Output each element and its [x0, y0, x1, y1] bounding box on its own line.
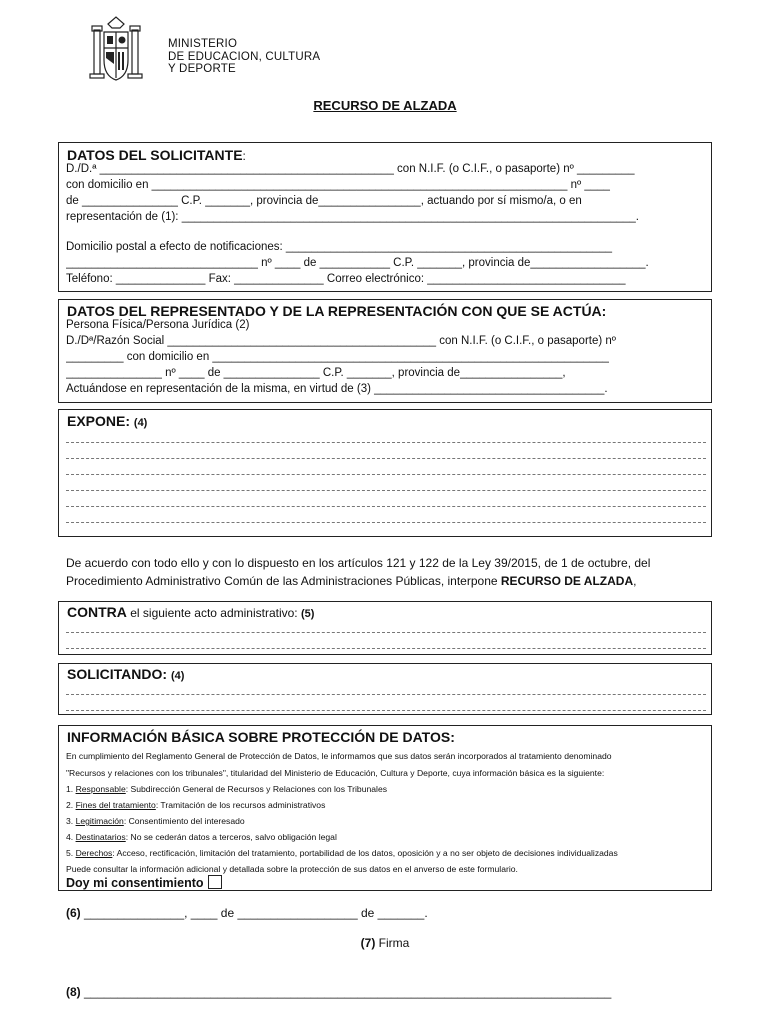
form-line[interactable]: D./Dª/Razón Social __________________________________________ con N.I.F. (o C.I.F., o pasaporte) nº	[66, 335, 616, 347]
info-item	[66, 832, 706, 842]
form-line[interactable]: con domicilio en _________________________________________________________________ nº ____	[66, 179, 610, 191]
form-line: Persona Física/Persona Jurídica (2)	[66, 319, 250, 331]
firma-text: Firma	[375, 936, 410, 950]
addressee-line	[66, 985, 710, 999]
date-line	[66, 906, 428, 920]
section-subtitle: el siguiente acto administrativo:	[126, 606, 301, 620]
info-item	[66, 784, 706, 794]
date-field[interactable]: _______________, ____ de __________________ de _______.	[80, 906, 428, 920]
document-title: RECURSO DE ALZADA	[313, 98, 457, 113]
info-item-label: Fines del tratamiento	[75, 800, 156, 810]
date-number: (6)	[66, 906, 81, 920]
consent-label: Doy mi consentimiento	[66, 876, 204, 890]
ministry-line: MINISTERIO	[168, 38, 238, 50]
writing-line[interactable]	[66, 694, 706, 695]
ministry-line: Y DEPORTE	[168, 63, 236, 75]
section-note: (4)	[170, 670, 185, 682]
writing-line[interactable]	[66, 710, 706, 711]
writing-line[interactable]	[66, 648, 706, 649]
section-title-text: CONTRA	[67, 604, 127, 620]
section-title-text: DATOS DEL SOLICITANTE	[67, 147, 243, 163]
writing-line[interactable]	[66, 522, 706, 523]
writing-line[interactable]	[66, 474, 706, 475]
form-line[interactable]: Domicilio postal a efecto de notificaciones: ___________________________________________________	[66, 241, 613, 253]
ministry-line: DE EDUCACION, CULTURA	[168, 50, 321, 63]
writing-line[interactable]	[66, 506, 706, 507]
info-item-text: : Subdirección General de Recursos y Relaciones con los Tribunales	[125, 784, 388, 794]
section-title-text: EXPONE:	[67, 413, 131, 429]
section-title	[67, 413, 147, 429]
paragraph-line	[66, 572, 714, 590]
contra-section	[58, 601, 712, 655]
info-item-label: Legitimación	[75, 816, 124, 826]
info-item-label: Responsable	[75, 784, 126, 794]
ministry-name	[168, 38, 320, 76]
coat-of-arms-icon	[80, 14, 152, 90]
form-line[interactable]: representación de (1): _______________________________________________________________________.	[66, 211, 639, 223]
writing-line[interactable]	[66, 490, 706, 491]
info-item-label: Derechos	[75, 848, 113, 858]
solicitando-section	[58, 663, 712, 715]
info-item-label: Destinatarios	[75, 832, 126, 842]
section-title: INFORMACIÓN BÁSICA SOBRE PROTECCIÓN DE DATOS:	[67, 729, 455, 745]
legal-paragraph	[66, 554, 714, 590]
info-item-number: 4.	[66, 832, 76, 842]
info-text: "Recursos y relaciones con los tribunales", titularidad del Ministerio de Educación, Cultura y Deporte, cuya información básica es la siguiente:	[66, 768, 605, 778]
paragraph-bold: RECURSO DE ALZADA	[500, 574, 634, 588]
addressee-number: (8)	[66, 985, 81, 999]
info-item	[66, 848, 706, 858]
consent-checkbox[interactable]	[208, 875, 222, 889]
proteccion-datos-section	[58, 725, 712, 891]
writing-line[interactable]	[66, 458, 706, 459]
section-note: (4)	[133, 417, 148, 429]
info-item-text: : No se cederán datos a terceros, salvo obligación legal	[125, 832, 337, 842]
section-title	[67, 147, 246, 163]
paragraph-text: ,	[633, 574, 637, 588]
info-item-number: 5.	[66, 848, 76, 858]
firma-number: (7)	[360, 936, 376, 950]
form-line[interactable]: D./D.ª ______________________________________________ con N.I.F. (o C.I.F., o pasaporte) nº _________	[66, 163, 635, 175]
addressee-field[interactable]: _______________________________________________________________________________	[80, 985, 612, 999]
firma-label	[0, 936, 770, 950]
info-item-number: 3.	[66, 816, 76, 826]
info-item-number: 1.	[66, 784, 76, 794]
info-item-text: : Acceso, rectificación, limitación del tratamiento, portabilidad de los datos, oposición y a no ser objeto de decisiones individualizadas	[112, 848, 618, 858]
section-title-colon: :	[242, 149, 246, 163]
info-item	[66, 800, 706, 810]
expone-section	[58, 409, 712, 537]
info-item-number: 2.	[66, 800, 76, 810]
section-title	[67, 666, 184, 682]
form-line[interactable]: _________ con domicilio en ______________________________________________________________	[66, 351, 609, 363]
info-item	[66, 816, 706, 826]
form-line[interactable]: Actuándose en representación de la misma, en virtud de (3) ____________________________________.	[66, 383, 608, 395]
consent-row	[66, 875, 222, 890]
form-line[interactable]: ______________________________ nº ____ de ___________ C.P. _______, provincia de__________________.	[66, 257, 649, 269]
info-text: Puede consultar la información adicional y detallada sobre la protección de sus datos en el anverso de este formulario.	[66, 864, 518, 874]
form-line[interactable]: _______________ nº ____ de _______________ C.P. _______, provincia de________________,	[66, 367, 566, 379]
form-line[interactable]: de _______________ C.P. _______, provincia de________________, actuando por sí mismo/a, o en	[66, 195, 582, 207]
info-item-text: : Consentimiento del interesado	[123, 816, 245, 826]
writing-line[interactable]	[66, 442, 706, 443]
paragraph-line: De acuerdo con todo ello y con lo dispuesto en los artículos 121 y 122 de la Ley 39/2015, de 1 de octubre, del	[66, 556, 651, 570]
section-title-text: SOLICITANDO:	[67, 666, 168, 682]
section-note: (5)	[300, 608, 315, 620]
writing-line[interactable]	[66, 632, 706, 633]
section-title	[67, 604, 314, 620]
info-item-text: : Tramitación de los recursos administrativos	[155, 800, 326, 810]
section-title: DATOS DEL REPRESENTADO Y DE LA REPRESENTACIÓN CON QUE SE ACTÚA:	[67, 303, 607, 319]
solicitante-section	[58, 142, 712, 292]
form-line[interactable]: Teléfono: ______________ Fax: ______________ Correo electrónico: _______________________________	[66, 273, 626, 285]
info-text: En cumplimiento del Reglamento General de Protección de Datos, le informamos que sus datos serán incorporados al tratamiento denominado	[66, 751, 612, 761]
paragraph-text: Procedimiento Administrativo Común de las Administraciones Públicas, interpone	[66, 574, 501, 588]
representado-section	[58, 299, 712, 403]
